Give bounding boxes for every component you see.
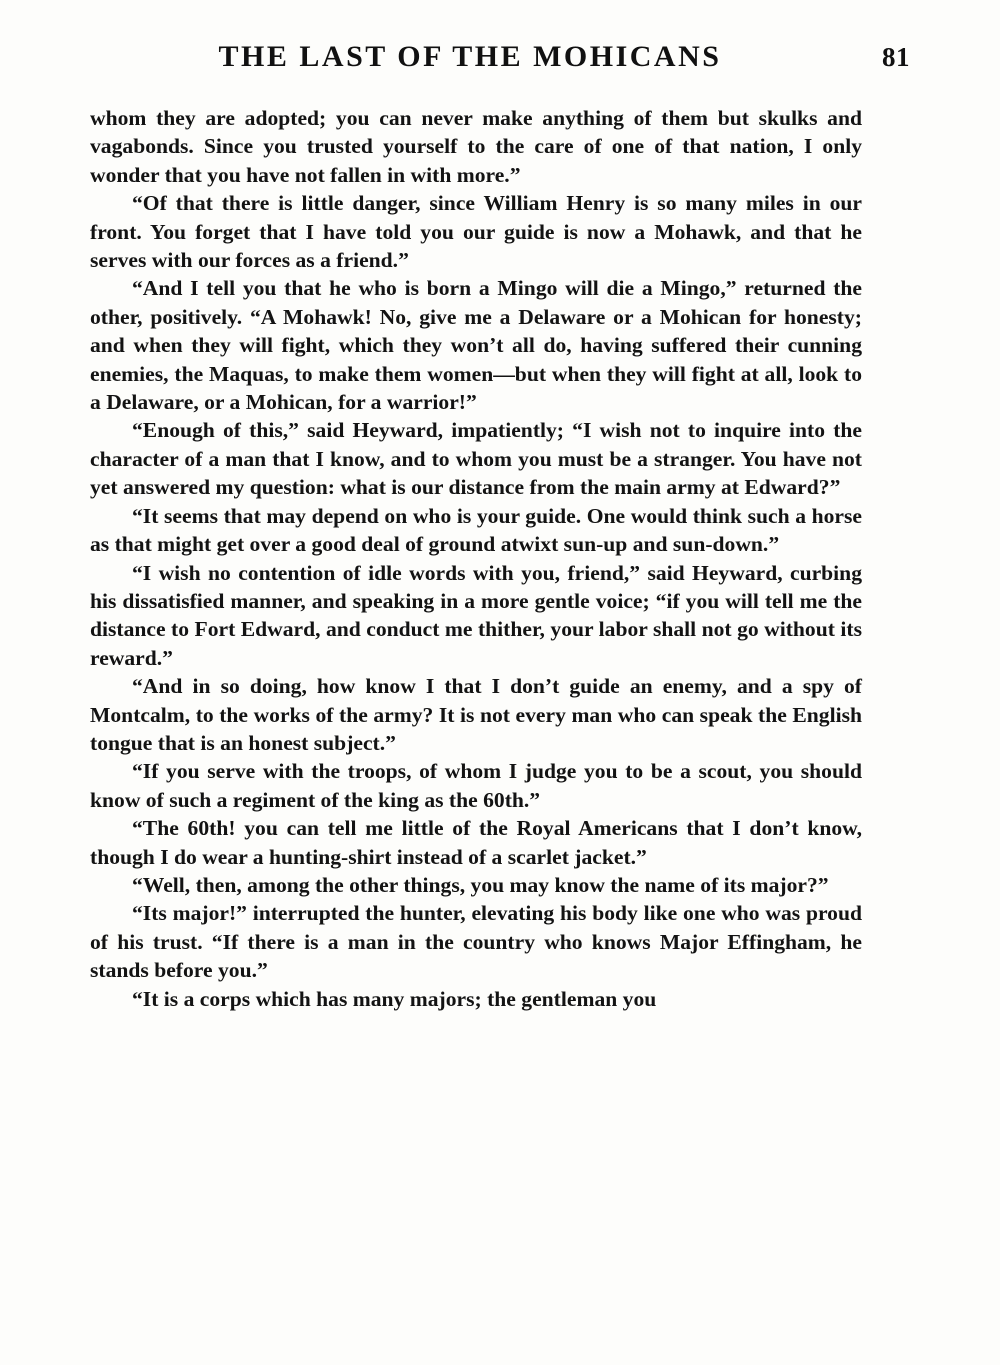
paragraph: “The 60th! you can tell me little of the Royal Americans that I don’t know, though I do wear a hunting-shirt instead of a scarlet jacket.” [90, 816, 862, 869]
paragraph: “Its major!” interrupted the hunter, elevating his body like one who was proud of his trust. “If there is a man in the country who knows Major Effingham, he stands before you.” [90, 901, 862, 983]
paragraph: “It is a corps which has many majors; the gentleman you [132, 986, 657, 1011]
paragraph: whom they are adopted; you can never make anything of them but skulks and vagabonds. Since you trusted yourself to the care of one of that nation, I only wonder that you have not fallen in with more.” [90, 106, 862, 187]
running-title: THE LAST OF THE MOHICANS [218, 40, 722, 73]
paragraph: “Well, then, among the other things, you may know the name of its major?” [132, 872, 829, 897]
paragraph: “And in so doing, how know I that I don’t guide an enemy, and a spy of Montcalm, to the works of the army? It is not every man who can speak the English tongue that is an honest subject.” [90, 674, 862, 755]
paragraph: “Of that there is little danger, since William Henry is so many miles in our front. You forget that I have told you our guide is now a Mohawk, and that he serves with our forces as a friend.” [90, 191, 862, 273]
paragraph: “Enough of this,” said Heyward, impatiently; “I wish not to inquire into the character of a man that I know, and to whom you must be a stranger. You have not yet answered my question: what is our distance from the main army at Edward?” [90, 418, 862, 500]
paragraph: “It seems that may depend on who is your guide. One would think such a horse as that might get over a good deal of ground atwixt sun-up and sun-down.” [90, 503, 862, 557]
paragraph: “I wish no contention of idle words with you, friend,” said Heyward, curbing his dissatisfied manner, and speaking in a more gentle voice; “if you will tell me the distance to Fort Edward, and conduct me thither, your labor shall not go without its reward.” [90, 560, 862, 670]
paragraph: “If you serve with the troops, of whom I judge you to be a scout, you should know of such a regiment of the king as the 60th.” [90, 759, 862, 812]
page-number: 81 [882, 42, 910, 72]
page-body [90, 104, 862, 1013]
paragraph: “And I tell you that he who is born a Mingo will die a Mingo,” returned the other, positively. “A Mohawk! No, give me a Delaware or a Mohican for honesty; and when they will fight, which they won’t all do, having suffered their cunning enemies, the Maquas, to make them women—but when they will fight at all, look to a Delaware, or a Mohican, for a warrior!” [90, 276, 862, 415]
page-header [90, 40, 910, 86]
